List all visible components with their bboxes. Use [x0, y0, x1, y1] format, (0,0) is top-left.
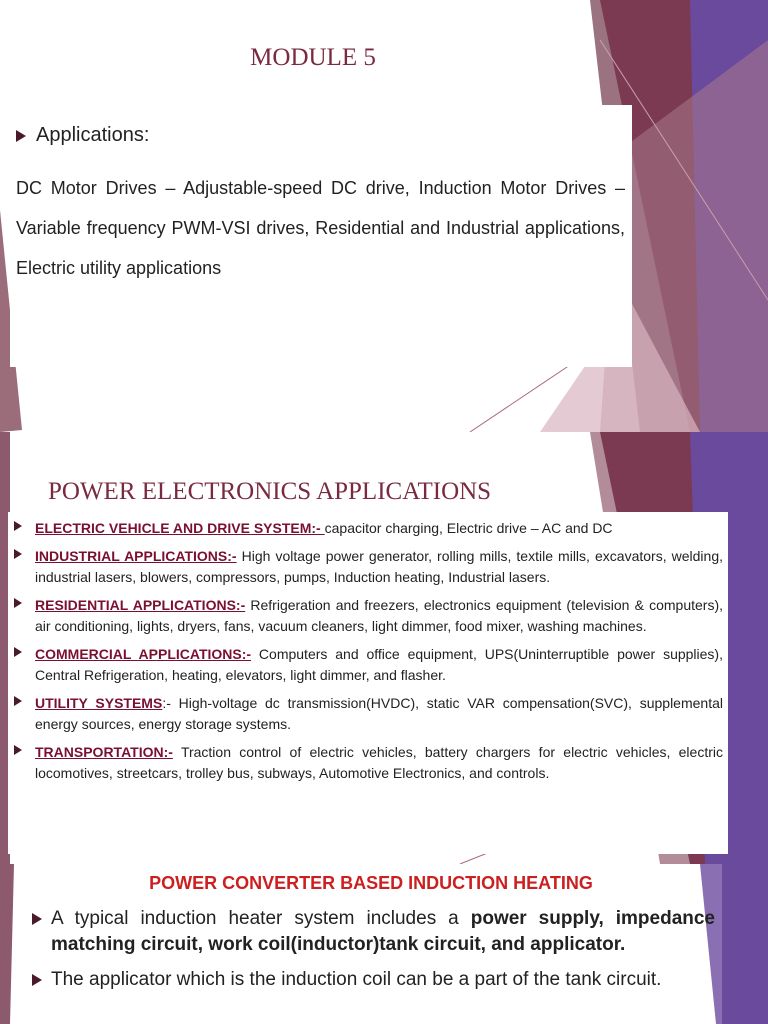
slide2-title: POWER ELECTRONICS APPLICATIONS [48, 478, 492, 505]
slide-induction-heating [0, 864, 768, 1024]
item-label: RESIDENTIAL APPLICATIONS:- [35, 597, 246, 613]
bullet-arrow-icon [14, 521, 22, 531]
item-label: INDUSTRIAL APPLICATIONS:- [35, 548, 237, 564]
bullet-arrow-icon [14, 647, 22, 657]
slide1-bullet [16, 124, 616, 147]
list-item [32, 967, 715, 993]
slide1-paragraph: DC Motor Drives – Adjustable-speed DC drive, Induction Motor Drives – Variable frequency PWM-VSI drives, Residential and Industrial applications, Electric utility applications [16, 178, 625, 278]
item-text: High voltage power generator, rolling mills, textile mills, excavators, welding, industrial lasers, blowers, compressors, pumps, Induction heating, Industrial lasers. [35, 548, 724, 585]
item-label: ELECTRIC VEHICLE AND DRIVE SYSTEM:- [35, 520, 325, 536]
slide1-bullet-heading: Applications: [36, 124, 150, 146]
list-item [14, 595, 723, 637]
list-item [14, 644, 723, 686]
bullet-arrow-icon [16, 130, 26, 142]
item-text: :- High-voltage dc transmission(HVDC), static VAR compensation(SVC), supplemental energy sources, energy storage systems. [35, 695, 723, 732]
slide2-bullet-list [14, 518, 723, 784]
item-label: TRANSPORTATION:- [35, 744, 173, 760]
slide3-title: POWER CONVERTER BASED INDUCTION HEATING [149, 873, 593, 893]
list-item [14, 693, 723, 735]
bullet-text: A typical induction heater system includes a [51, 908, 471, 929]
bullet-arrow-icon [14, 598, 22, 608]
item-label: UTILITY SYSTEMS [35, 695, 163, 711]
slide-module-5 [0, 0, 768, 432]
bullet-arrow-icon [32, 974, 42, 986]
list-item [14, 546, 723, 588]
item-label: COMMERCIAL APPLICATIONS:- [35, 646, 252, 662]
bullet-bold-text: power supply, impedance matching circuit, work coil(inductor)tank circuit, and applicator. [51, 908, 716, 955]
list-item [32, 906, 715, 958]
slide3-bullet-list [32, 906, 715, 993]
item-text: capacitor charging, Electric drive – AC and DC [324, 520, 613, 536]
list-item [14, 742, 723, 784]
item-text: Traction control of electric vehicles, battery chargers for electric vehicles, electric locomotives, streetcars, trolley bus, subways, Automotive Electronics, and controls. [35, 744, 723, 781]
bullet-arrow-icon [14, 745, 22, 755]
item-text: Refrigeration and freezers, electronics equipment (television & computers), air conditioning, lights, dryers, fans, vacuum cleaners, light dimmer, food mixer, washing machines. [35, 597, 723, 634]
bullet-arrow-icon [32, 913, 42, 925]
slide1-title: MODULE 5 [250, 44, 376, 71]
bullet-text: The applicator which is the induction coil can be a part of the tank circuit. [51, 969, 662, 990]
list-item [14, 518, 723, 540]
bullet-arrow-icon [14, 549, 22, 559]
item-text: Computers and office equipment, UPS(Uninterruptible power supplies), Central Refrigeration, heating, elevators, light dimmer, and flasher. [35, 646, 723, 683]
bullet-arrow-icon [14, 696, 22, 706]
slide-power-electronics-applications [0, 432, 768, 864]
